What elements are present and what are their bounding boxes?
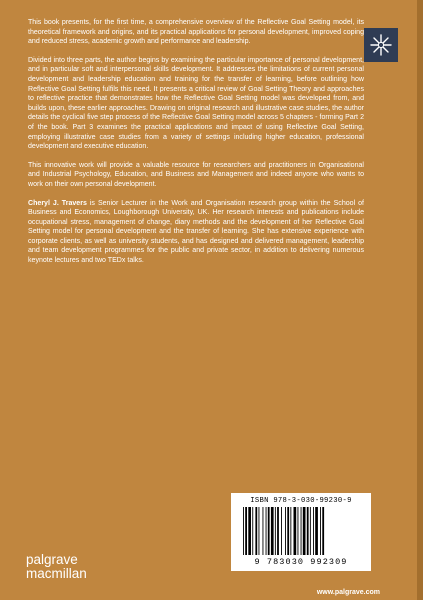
author-name: Cheryl J. Travers [28,199,87,207]
barcode-bar [310,507,311,555]
barcode-bar [255,507,257,555]
blurb-paragraph-1: This book presents, for the first time, a comprehensive overview of the Reflective Goal Setting model, its theoretical framework and origins, and its practical applications for personal development, improved coping and reduced stress, academic growth and performance and leadership. [28,19,364,46]
barcode-bar [271,507,274,555]
barcode-bar [307,507,309,555]
author-bio-text: is Senior Lecturer in the Work and Organisation research group within the School of Business and Economics, Loughborough University, UK. Her research interests and publications include occupational stress, management of change, diary methods and the development of her Reflective Goal Setting model for personal development and the transfer of learning. She has extensive experience with corporate clients, as well as university students, and has designed and delivered management, leadership and team development programmes for the public and private sector, in addition to delivering numerous keynote lectures and two TEDx talks. [28,199,365,265]
barcode [231,493,371,571]
barcode-bar [275,507,276,555]
barcode-bar [245,507,247,555]
publisher-logo [26,553,87,581]
publisher-name-line2: macmillan [26,566,87,581]
barcode-bar [315,507,318,555]
barcode-bar [252,507,253,555]
blurb-paragraph-3: This innovative work will provide a valuable resource for researchers and practitioners in Organisational and Industrial Psychology, Education, and Business and Management and indeed anyone who wants to work on their own personal development. [28,161,364,188]
isbn-label: ISBN 978-3-030-99230-9 [250,497,352,505]
barcode-digits: 9 783030 992309 [254,557,348,567]
barcode-bar [248,507,251,555]
publisher-name-line1: palgrave [26,552,78,567]
barcode-bar [313,507,314,555]
barcode-bar [320,507,321,555]
blurb-paragraph-2: Divided into three parts, the author begins by examining the particular importance of personal development, and in particular soft and interpersonal skills development. It addresses the limitations of current personal development and leadership education and training for the transfer of learning, before outlining how Reflective Goal Setting fulfils this need. It presents a critical review of Goal Setting Theory and approaches to reflective practice that demonstrates how the Reflective Goal Setting model was developed from, and builds upon, these earlier approaches. Drawing on original research and illustrative case studies, the author details the cyclical five step process of the Reflective Goal Setting model across 5 chapters - forming Part 2 of the book. Part 3 examines the practical applications and impact of using Reflective Goal Setting, employing illustrative case studies from a variety of settings including higher education, professional development and executive education. [28,56,364,151]
barcode-bar [277,507,279,555]
barcode-bar [303,507,306,555]
barcode-bar [290,507,291,555]
barcode-bar [322,507,324,555]
barcode-bar [259,507,260,555]
barcode-bar [281,507,282,555]
barcode-bar [287,507,289,555]
palgrave-star-logo-icon [364,28,398,62]
barcode-bar [301,507,302,555]
barcode-bar [285,507,286,555]
barcode-bar [263,507,264,555]
publisher-url: www.palgrave.com [316,589,380,596]
barcode-bars [241,507,361,557]
barcode-bar [243,507,244,555]
barcode-bar [294,507,297,555]
barcode-bar [268,507,270,555]
barcode-bar [266,507,267,555]
spine-edge [417,0,423,600]
barcode-bar [298,507,299,555]
blurb-text [28,18,364,275]
author-bio [28,199,364,266]
